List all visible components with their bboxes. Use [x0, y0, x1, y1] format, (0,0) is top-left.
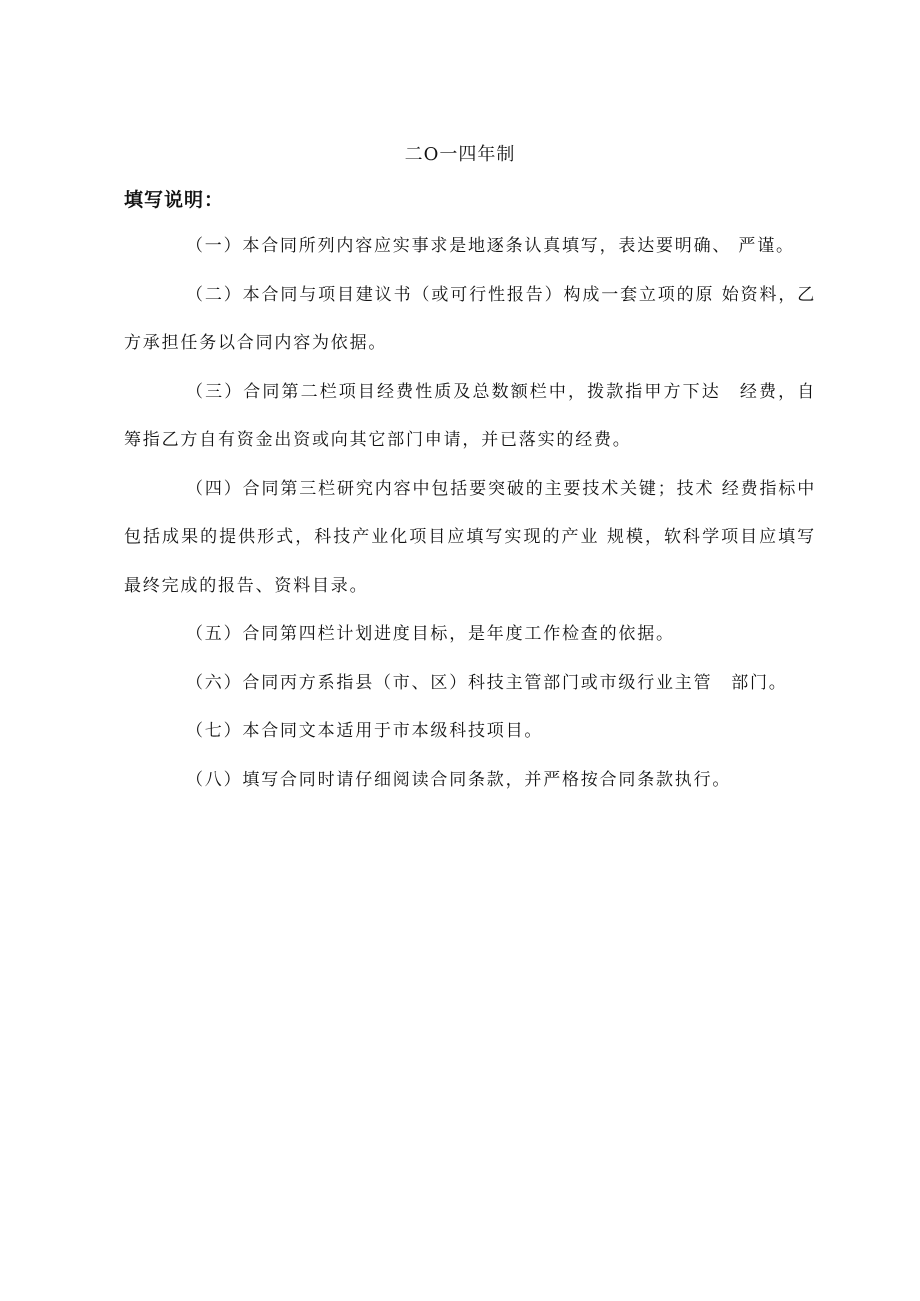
- instruction-item-6: （六）合同丙方系指县（市、区）科技主管部门或市级行业主管 部门。: [186, 672, 788, 693]
- year-line: 二O一四年制: [404, 144, 516, 165]
- instruction-item-8: （八）填写合同时请仔细阅读合同条款，并严格按合同条款执行。: [186, 769, 732, 790]
- instruction-item-7: （七）本合同文本适用于市本级科技项目。: [186, 721, 544, 741]
- instruction-item-4: （四）合同第三栏研究内容中包括要突破的主要技术关键；技术 经费指标中包括成果的提供形式，科技产业化项目应填写实现的产业 规模，软科学项目应填写最终完成的报告、资料目录。: [124, 478, 816, 596]
- instructions-heading: 填写说明：: [124, 189, 225, 211]
- instruction-item-3: （三）合同第二栏项目经费性质及总数额栏中，拨款指甲方下达 经费，自筹指乙方自有资金出资或向其它部门申请，并已落实的经费。: [124, 381, 816, 450]
- instruction-item-2: （二）本合同与项目建议书（或可行性报告）构成一套立项的原 始资料，乙方承担任务以合同内容为依据。: [124, 284, 816, 353]
- instruction-item-1: （一）本合同所列内容应实事求是地逐条认真填写，表达要明确、 严谨。: [186, 236, 795, 256]
- instruction-item-5: （五）合同第四栏计划进度目标，是年度工作检查的依据。: [186, 624, 675, 644]
- instructions-body: [124, 222, 816, 804]
